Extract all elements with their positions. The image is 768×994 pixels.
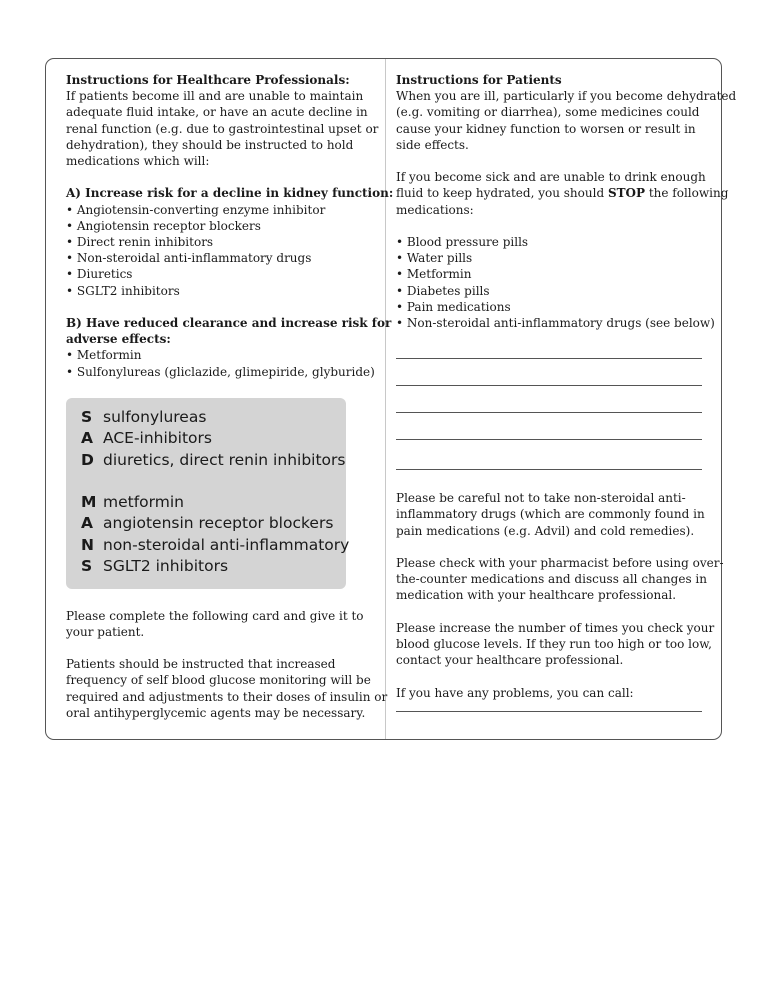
text-line: required and adjustments to their doses of insulin or	[66, 689, 388, 704]
text-line: (e.g. vomiting or diarrhea), some medicines could	[396, 105, 700, 120]
text-line: pain medications (e.g. Advil) and cold remedies).	[396, 523, 695, 538]
text-line: the-counter medications and discuss all changes in	[396, 572, 707, 587]
text-line: Please complete the following card and give it to	[66, 608, 364, 623]
hcp-heading: Instructions for Healthcare Professionals:	[66, 73, 350, 87]
text-line: side effects.	[396, 137, 469, 152]
mnemonic-row	[81, 492, 346, 513]
phone-write-in-line[interactable]	[396, 711, 702, 712]
text-line: When you are ill, particularly if you become dehydrated	[396, 89, 737, 104]
list-item: • Water pills	[396, 251, 473, 266]
list-item: • Non-steroidal anti-inflammatory drugs (see below)	[396, 316, 715, 331]
mnemonic-row	[81, 450, 346, 471]
text-line: your patient.	[66, 624, 145, 639]
patient-intro	[396, 88, 737, 153]
text-line	[396, 185, 729, 201]
text-line: Please be careful not to take non-steroidal anti-	[396, 491, 686, 506]
text-line: B) Have reduced clearance and increase risk for	[66, 316, 392, 331]
section-b-list	[66, 347, 375, 379]
list-item: • Sulfonylureas (gliclazide, glimepiride, glyburide)	[66, 364, 375, 379]
write-in-lines	[396, 331, 706, 470]
card-instruction	[66, 608, 366, 640]
sick-day-instruction	[396, 169, 729, 218]
mnemonic-text: ACE-inhibitors	[103, 429, 212, 448]
text-fragment: fluid to keep hydrated, you should	[396, 186, 608, 201]
monitoring-note	[66, 656, 388, 721]
nsaid-warning	[396, 490, 706, 539]
stop-emphasis: STOP	[607, 186, 646, 201]
list-item: • Metformin	[396, 267, 472, 282]
section-a-list	[66, 202, 366, 299]
text-line: blood glucose levels. If they run too high or too low,	[396, 637, 712, 652]
mnemonic-letter: D	[81, 450, 94, 469]
call-prompt: If you have any problems, you can call:	[396, 685, 634, 700]
list-item: • Pain medications	[396, 299, 511, 314]
text-line: renal function (e.g. due to gastrointestinal upset or	[66, 121, 379, 136]
text-line: adequate fluid intake, or have an acute decline in	[66, 105, 368, 120]
mnemonic-text: metformin	[103, 493, 184, 512]
section-b-heading	[66, 315, 392, 347]
mnemonic-text: sulfonylureas	[103, 407, 207, 426]
list-item: • Angiotensin receptor blockers	[66, 218, 261, 233]
mnemonic-row	[81, 407, 346, 428]
section-a-heading: A) Increase risk for a decline in kidney function:	[66, 186, 394, 201]
list-item: • Non-steroidal anti-inflammatory drugs	[66, 251, 312, 266]
text-line: Patients should be instructed that increased	[66, 657, 336, 672]
list-item: • Diuretics	[66, 267, 133, 282]
text-line: If patients become ill and are unable to maintain	[66, 89, 364, 104]
hcp-intro	[66, 88, 379, 169]
text-line: medications:	[396, 202, 474, 217]
instruction-card	[45, 58, 737, 740]
mnemonic-letter: S	[81, 557, 93, 576]
list-item: • Angiotensin-converting enzyme inhibitor	[66, 202, 326, 217]
mnemonic-row	[81, 513, 346, 534]
mnemonic-letter: N	[81, 535, 94, 554]
mnemonic-text: SGLT2 inhibitors	[103, 557, 229, 576]
text-line: contact your healthcare professional.	[396, 653, 624, 668]
mnemonic-row	[81, 428, 346, 449]
mnemonic-row	[81, 535, 350, 556]
text-line: oral antihyperglycemic agents may be necessary.	[66, 705, 366, 720]
list-item: • SGLT2 inhibitors	[66, 283, 180, 298]
pharmacist-note	[396, 555, 724, 604]
text-line: frequency of self blood glucose monitoring will be	[66, 673, 371, 688]
text-fragment: the following	[645, 186, 729, 201]
list-item: • Metformin	[66, 348, 142, 363]
text-line: Please increase the number of times you check your	[396, 620, 715, 635]
mnemonic-row	[81, 556, 346, 577]
glucose-note	[396, 620, 715, 669]
text-line: Please check with your pharmacist before using over-	[396, 556, 724, 571]
mnemonic-text: non-steroidal anti-inflammatory	[103, 535, 350, 554]
healthcare-professional-column	[66, 72, 394, 721]
text-line: cause your kidney function to worsen or result in	[396, 121, 696, 136]
text-line: inflammatory drugs (which are commonly found in	[396, 507, 705, 522]
mnemonic-letter: A	[81, 429, 93, 448]
list-item: • Direct renin inhibitors	[66, 235, 214, 250]
mnemonic-letter: A	[81, 514, 93, 533]
sadmans-mnemonic-box	[66, 398, 350, 589]
patient-column	[396, 72, 737, 712]
text-line: medications which will:	[66, 154, 210, 169]
text-line: If you become sick and are unable to drink enough	[396, 170, 706, 185]
list-item: • Blood pressure pills	[396, 235, 529, 249]
column-divider	[385, 59, 386, 739]
patient-heading: Instructions for Patients	[396, 73, 562, 87]
mnemonic-letter: M	[81, 493, 97, 512]
mnemonic-letter: S	[81, 407, 93, 426]
mnemonic-text: angiotensin receptor blockers	[103, 514, 334, 533]
list-item: • Diabetes pills	[396, 283, 490, 298]
text-line: dehydration), they should be instructed to hold	[66, 137, 354, 152]
text-line: adverse effects:	[66, 332, 171, 347]
mnemonic-text: diuretics, direct renin inhibitors	[103, 450, 346, 469]
stop-medications-list	[396, 234, 715, 331]
text-line: medication with your healthcare professional.	[396, 588, 677, 603]
